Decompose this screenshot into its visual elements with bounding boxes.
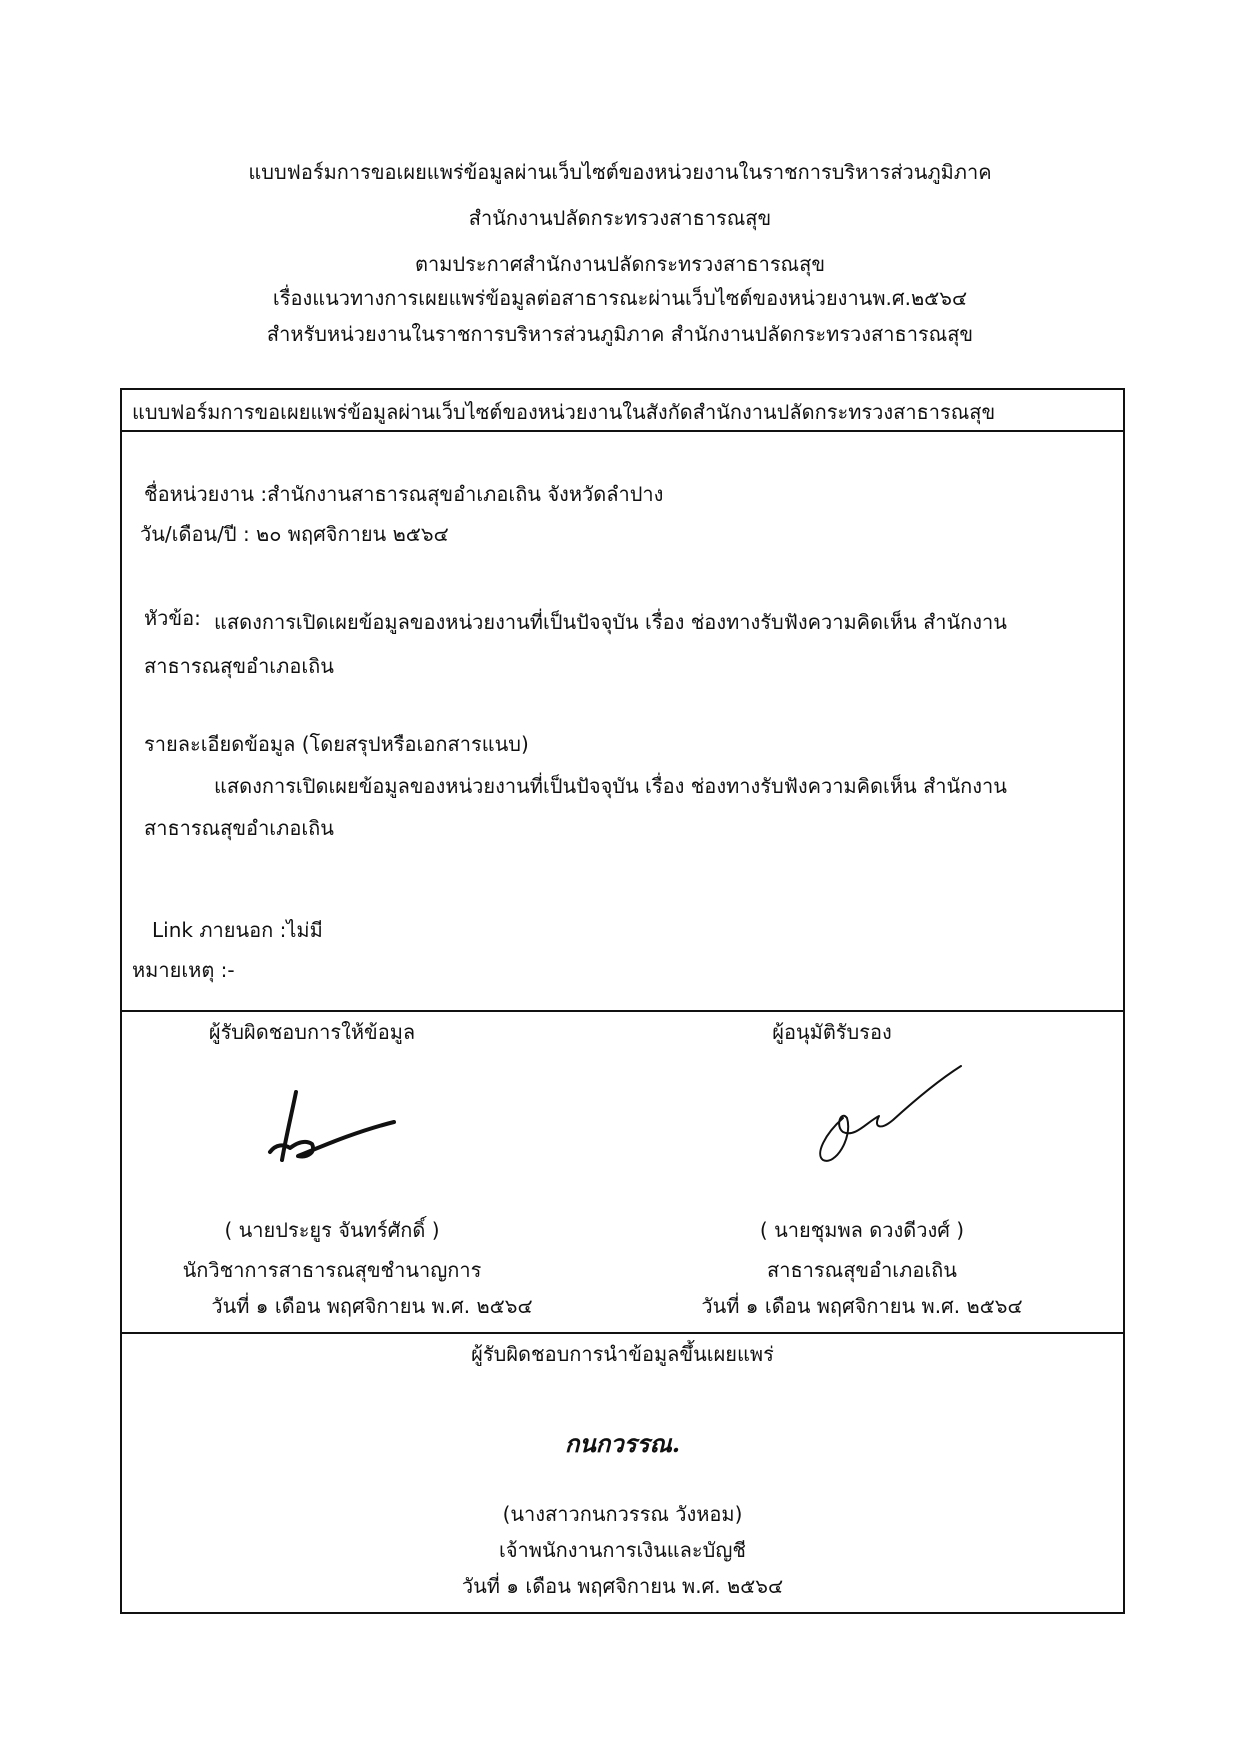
subject-line-1: แสดงการเปิดเผยข้อมูลของหน่วยงานที่เป็นปัจจุบัน เรื่อง ช่องทางรับฟังความคิดเห็น สำนักงาน: [214, 610, 1007, 634]
request-form: [120, 388, 1125, 1614]
publisher-heading: ผู้รับผิดชอบการนำข้อมูลขึ้นเผยแพร่: [471, 1342, 774, 1366]
details-line-1: แสดงการเปิดเผยข้อมูลของหน่วยงานที่เป็นปัจจุบัน เรื่อง ช่องทางรับฟังความคิดเห็น สำนักงาน: [214, 774, 1007, 798]
divider-signatures: [122, 1010, 1123, 1012]
header-line-4: เรื่องแนวทางการเผยแพร่ข้อมูลต่อสาธารณะผ่านเว็บไซต์ของหน่วยงานพ.ศ.๒๕๖๔: [272, 286, 968, 310]
approver-name: ( นายชุมพล ดวงดีวงศ์ ): [759, 1218, 965, 1242]
publisher-date: วันที่ ๑ เดือน พฤศจิกายน พ.ศ. ๒๕๖๔: [461, 1574, 784, 1598]
subject-label: หัวข้อ:: [144, 606, 201, 630]
publisher-name: (นางสาวกนกวรรณ วังหอม): [502, 1502, 743, 1526]
date-field: วัน/เดือน/ปี : ๒๐ พฤศจิกายน ๒๕๖๔: [140, 522, 449, 546]
external-link-field: Link ภายนอก :ไม่มี: [152, 918, 323, 942]
approver-date: วันที่ ๑ เดือน พฤศจิกายน พ.ศ. ๒๕๖๔: [701, 1294, 1023, 1318]
provider-date: วันที่ ๑ เดือน พฤศจิกายน พ.ศ. ๒๕๖๔: [211, 1294, 533, 1318]
header-line-2: สำนักงานปลัดกระทรวงสาธารณสุข: [468, 206, 772, 230]
provider-heading: ผู้รับผิดชอบการให้ข้อมูล: [208, 1020, 416, 1044]
approver-position: สาธารณสุขอำเภอเถิน: [767, 1258, 957, 1282]
details-line-2: สาธารณสุขอำเภอเถิน: [144, 816, 334, 840]
divider-publisher: [122, 1332, 1123, 1334]
details-label: รายละเอียดข้อมูล (โดยสรุปหรือเอกสารแนบ): [144, 732, 529, 756]
provider-position: นักวิชาการสาธารณสุขชำนาญการ: [182, 1258, 482, 1282]
header-line-5: สำหรับหน่วยงานในราชการบริหารส่วนภูมิภาค สำนักงานปลัดกระทรวงสาธารณสุข: [266, 322, 974, 346]
provider-name: ( นายประยูร จันทร์ศักดิ์ ): [224, 1218, 440, 1242]
header-line-3: ตามประกาศสำนักงานปลัดกระทรวงสาธารณสุข: [414, 252, 825, 276]
approver-signature: [807, 1060, 967, 1170]
publisher-position: เจ้าพนักงานการเงินและบัญชี: [499, 1538, 746, 1562]
remark-field: หมายเหตุ :-: [132, 958, 235, 982]
approver-heading: ผู้อนุมัติรับรอง: [772, 1020, 892, 1044]
form-title: แบบฟอร์มการขอเผยแพร่ข้อมูลผ่านเว็บไซต์ของหน่วยงานในสังกัดสำนักงานปลัดกระทรวงสาธารณสุข: [132, 400, 996, 424]
provider-signature: [262, 1082, 402, 1172]
publisher-signature: กนกวรรณ.: [564, 1429, 681, 1458]
subject-line-2: สาธารณสุขอำเภอเถิน: [144, 654, 334, 678]
divider-title: [122, 430, 1123, 432]
header-line-1: แบบฟอร์มการขอเผยแพร่ข้อมูลผ่านเว็บไซต์ของหน่วยงานในราชการบริหารส่วนภูมิภาค: [248, 160, 992, 184]
agency-field: ชื่อหน่วยงาน :สำนักงานสาธารณสุขอำเภอเถิน จังหวัดลำปาง: [144, 482, 664, 506]
